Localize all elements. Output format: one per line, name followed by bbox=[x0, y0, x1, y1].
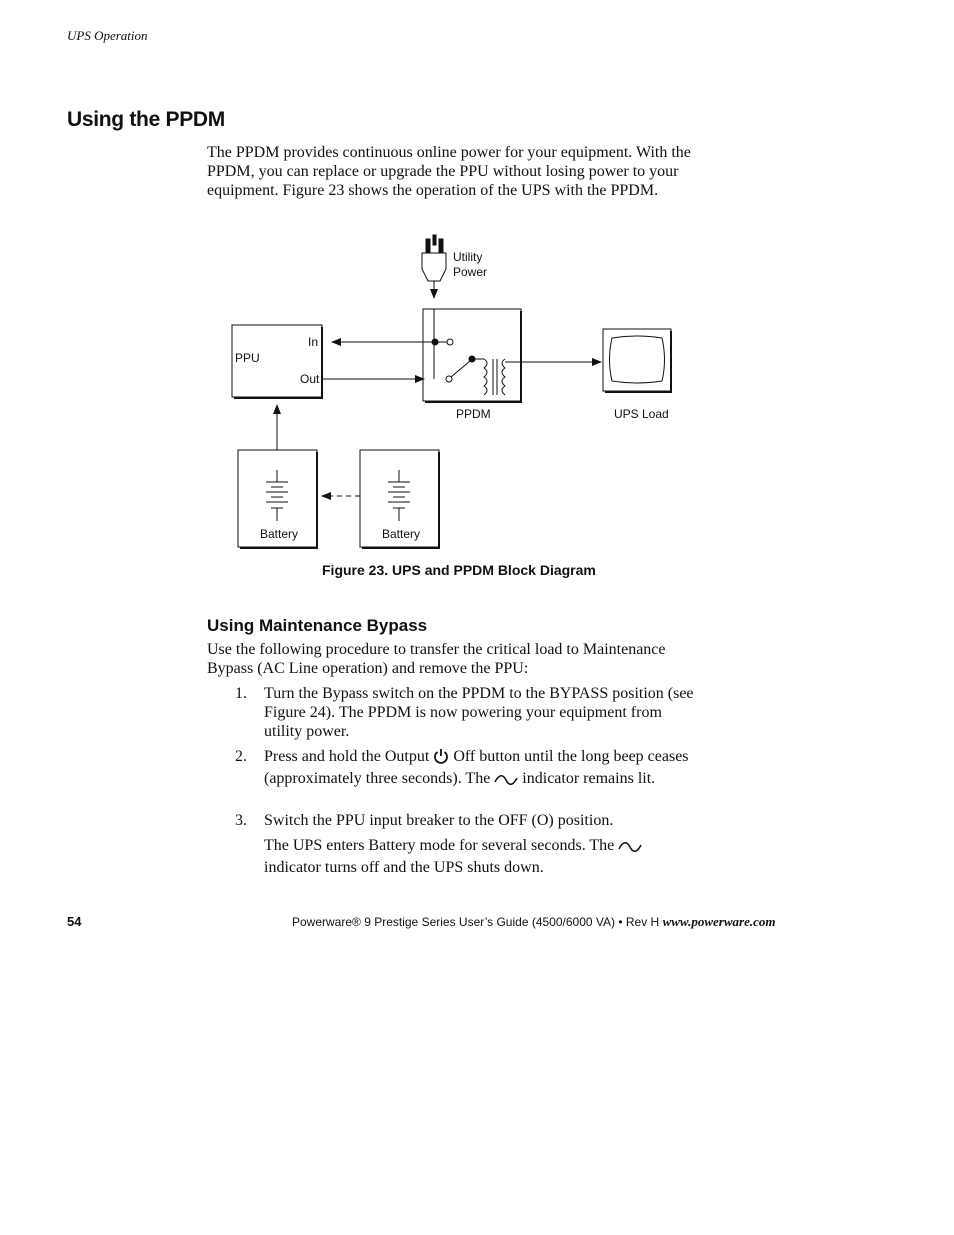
battery-1-label: Battery bbox=[260, 527, 299, 541]
sine-wave-icon bbox=[618, 839, 642, 858]
ppu-label: PPU bbox=[235, 351, 260, 365]
out-label: Out bbox=[300, 372, 320, 386]
utility-power-label bbox=[453, 250, 487, 280]
block-diagram bbox=[0, 225, 954, 565]
utility-power-label-line2: Power bbox=[453, 265, 488, 279]
page-title: Using the PPDM bbox=[67, 108, 225, 131]
battery-2-label: Battery bbox=[382, 527, 421, 541]
ups-load-monitor-icon bbox=[603, 329, 672, 393]
step-text: Turn the Bypass switch on the PPDM to the BYPASS position (see Figure 24). The PPDM is now powering your equipment from utility power. bbox=[264, 685, 694, 740]
utility-plug-icon bbox=[422, 235, 446, 298]
step-note-text bbox=[264, 836, 644, 877]
running-head: UPS Operation bbox=[67, 28, 148, 43]
step-text: Switch the PPU input breaker to the OFF (O) position. bbox=[264, 812, 614, 829]
step-number: 2. bbox=[235, 748, 247, 765]
intro-paragraph: The PPDM provides continuous online power for your equipment. With the PPDM, you can replace or upgrade the PPU without losing power to your equipment. Figure 23 shows the operation of the UPS with the PPDM. bbox=[207, 144, 691, 199]
step-number: 1. bbox=[235, 685, 247, 702]
sine-wave-icon bbox=[494, 772, 518, 791]
step-note-part: The UPS enters Battery mode for several seconds. The bbox=[264, 837, 615, 854]
step-text-part: Press and hold the Output bbox=[264, 748, 430, 765]
utility-power-label-line1: Utility bbox=[453, 250, 483, 264]
page-number: 54 bbox=[67, 914, 82, 929]
ups-load-label: UPS Load bbox=[614, 407, 669, 421]
footer-text: Powerware® 9 Prestige Series User’s Guide (4500/6000 VA) • Rev H bbox=[292, 915, 660, 929]
step-text-part: indicator remains lit. bbox=[522, 770, 656, 787]
bypass-intro-paragraph: Use the following procedure to transfer the critical load to Maintenance Bypass (AC Line operation) and remove the PPU: bbox=[207, 641, 666, 677]
step-text-part: Off button until the long beep ceases (approximately three seconds). The bbox=[264, 748, 689, 787]
step-number: 3. bbox=[235, 812, 247, 829]
section-heading: Using Maintenance Bypass bbox=[207, 616, 428, 635]
figure-caption: Figure 23. UPS and PPDM Block Diagram bbox=[322, 562, 596, 578]
power-icon bbox=[433, 748, 449, 769]
step-note-part: indicator turns off and the UPS shuts down. bbox=[264, 859, 544, 876]
step-text bbox=[264, 747, 704, 791]
ppdm-label: PPDM bbox=[456, 407, 491, 421]
footer bbox=[292, 914, 775, 930]
footer-url: www.powerware.com bbox=[662, 914, 776, 929]
in-label: In bbox=[308, 335, 319, 349]
